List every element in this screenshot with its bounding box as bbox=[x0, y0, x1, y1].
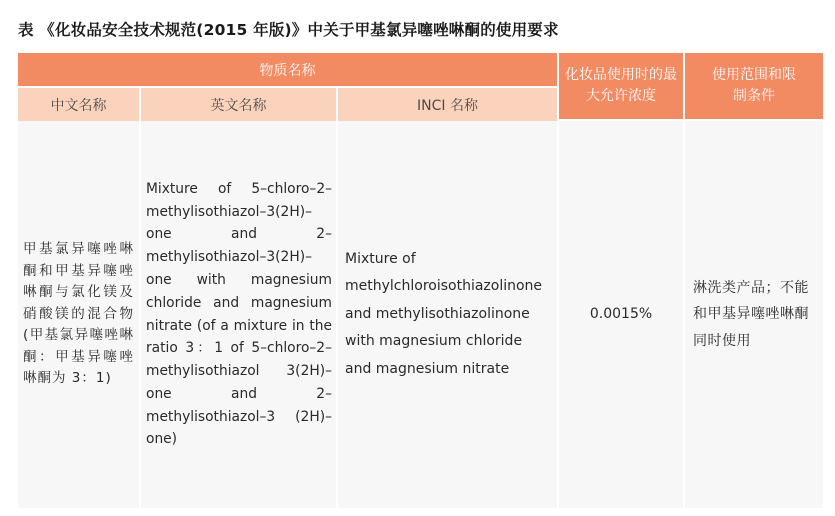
english-name-header: 英文名称 bbox=[141, 88, 338, 121]
english-name-cell: Mixture of 5–chloro–2–methylisothiazol–3(2H)–one and 2–methylisothiazol–3(2H)–one with magnesium chloride and magnesium nitrate (of a mixture in the ratio 3：1 of 5–chloro–2–methylisothiazol 3(2H)–one and 2–methylisothiazol–3 (2H)–one) bbox=[141, 121, 338, 508]
chinese-name-header: 中文名称 bbox=[18, 88, 141, 121]
inci-name-header: INCI 名称 bbox=[338, 88, 559, 121]
scope-header bbox=[685, 53, 823, 121]
max-concentration-header-label: 化妆品使用时的最大允许浓度 bbox=[565, 67, 678, 104]
table-row bbox=[18, 121, 823, 508]
inci-name-cell: Mixture of methylchloroisothiazolinone and methylisothiazolinone with magnesium chloride and magnesium nitrate bbox=[338, 121, 559, 508]
substance-name-group-header: 物质名称 bbox=[18, 53, 559, 88]
scope-cell: 淋洗类产品；不能和甲基异噻唑啉酮同时使用 bbox=[685, 121, 823, 508]
scope-header-label: 使用范围和限制条件 bbox=[712, 67, 797, 104]
max-concentration-cell: 0.0015% bbox=[559, 121, 685, 508]
max-concentration-header bbox=[559, 53, 685, 121]
table-title: 表 《化妆品安全技术规范(2015 年版)》中关于甲基氯异噻唑啉酮的使用要求 bbox=[18, 21, 559, 39]
chinese-name-cell: 甲基氯异噻唑啉酮和甲基异噻唑啉酮与氯化镁及硝酸镁的混合物(甲基氯异噻唑啉酮：甲基异噻唑啉酮为 3：1) bbox=[18, 121, 141, 508]
regulation-table bbox=[18, 53, 823, 508]
